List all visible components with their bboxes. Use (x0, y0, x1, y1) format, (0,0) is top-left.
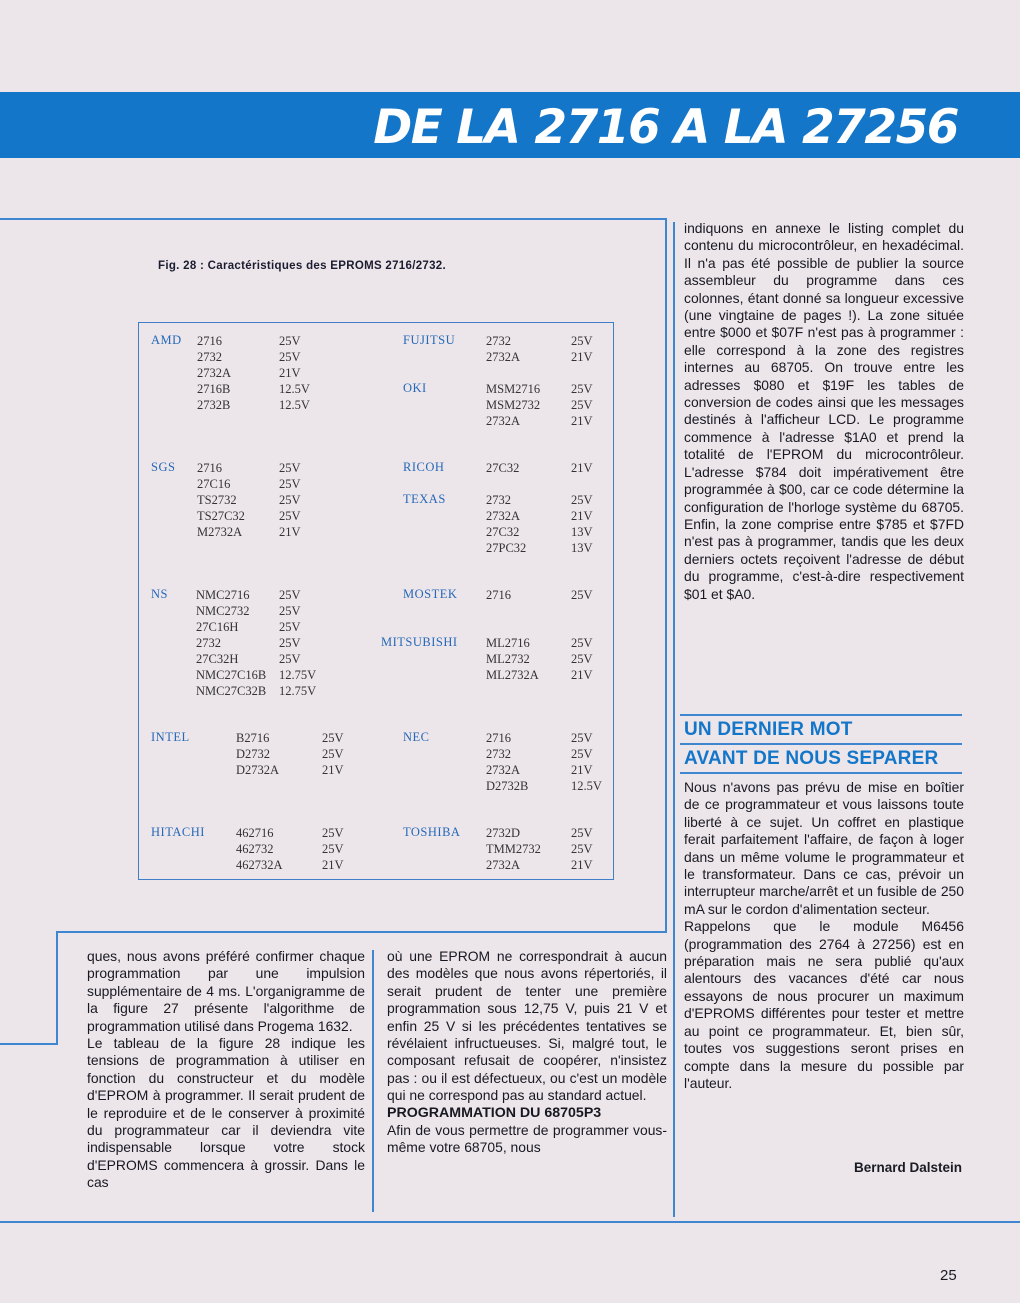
voltage-value: 12.75V (279, 668, 317, 682)
chip-model: 2716B (197, 382, 231, 396)
brand-label: AMD (151, 333, 182, 347)
voltage-value: 21V (571, 668, 593, 682)
brand-label: MITSUBISHI (381, 635, 458, 649)
brand-label: TOSHIBA (403, 825, 461, 839)
voltage-value: 25V (571, 334, 593, 348)
chip-model: ML2716 (486, 636, 530, 650)
voltage-value: 25V (279, 620, 301, 634)
voltage-value: 21V (279, 366, 301, 380)
chip-model: 2732 (486, 747, 511, 761)
chip-model: TS2732 (197, 493, 237, 507)
chip-model: D2732A (236, 763, 280, 777)
voltage-value: 21V (279, 525, 301, 539)
voltage-value: 13V (571, 525, 593, 539)
voltage-value: 25V (571, 398, 593, 412)
chip-model: NMC27C32B (196, 684, 267, 698)
subheading: PROGRAMMATION DU 68705P3 (387, 1104, 602, 1121)
page-title: DE LA 2716 A LA 27256 (373, 100, 958, 155)
brand-label: NS (151, 587, 168, 601)
brand-label: FUJITSU (403, 333, 456, 347)
chip-model: 2716 (486, 588, 511, 602)
voltage-value: 25V (571, 747, 593, 761)
voltage-value: 25V (279, 461, 301, 475)
voltage-value: 25V (279, 477, 301, 491)
chip-model: D2732B (486, 779, 529, 793)
voltage-value: 25V (571, 493, 593, 507)
divider-line (665, 218, 667, 932)
voltage-value: 25V (322, 842, 344, 856)
chip-model: 2732A (486, 763, 521, 777)
chip-model: 462732 (236, 842, 274, 856)
chip-model: 2732 (197, 350, 222, 364)
chip-model: ML2732A (486, 668, 539, 682)
chip-model: 2716 (197, 461, 222, 475)
divider-line (372, 950, 374, 1212)
voltage-value: 25V (571, 636, 593, 650)
voltage-value: 25V (279, 493, 301, 507)
voltage-value: 25V (279, 509, 301, 523)
paragraph: Nous n'avons pas prévu de mise en boîtier de ce programmateur et vous laissons toute liberté à ce sujet. Un coffret en plastique ferait parfaitement l'affaire, de façon à loger dans un même volume le programmateur et le transformateur. Dans ce cas, prévoir un interrupteur marche/arrêt et un fusible de 250 mA sur le cordon d'alimentation secteur. (684, 779, 964, 917)
brand-label: SGS (151, 460, 176, 474)
voltage-value: 25V (279, 334, 301, 348)
chip-model: 27C16H (196, 620, 239, 634)
voltage-value: 13V (571, 541, 593, 555)
voltage-value: 25V (279, 588, 301, 602)
voltage-value: 21V (322, 858, 344, 872)
divider-line (0, 1221, 1020, 1223)
divider-line (680, 714, 962, 716)
chip-model: NMC2732 (196, 604, 250, 618)
chip-model: D2732 (236, 747, 271, 761)
voltage-value: 21V (571, 509, 593, 523)
divider-line (673, 222, 675, 1217)
chip-model: 2716 (197, 334, 222, 348)
paragraph: indiquons en annexe le listing complet du contenu du microcontrôleur, en hexadécimal. Il n'a pas été possible de publier la source assembleur du programme dans ces colonnes, étant donné sa longueur excessive (une vingtaine de pages !). La zone située entre $000 et $07F n'est pas à programmer : elle correspond à la zone des registres internes au 68705. On trouve entre les adresses $080 et $19F les tables de conversion de codes ainsi que les messages destinés à l'afficheur LCD. Le programme commence à l'adresse $1A0 et prend la totalité de l'EPROM du microcontrôleur. L'adresse $784 doit impérativement être programmée à $00, car ce code détermine la configuration de l'horloge système du 68705. Enfin, la zone comprise entre $785 et $7FD n'est pas à programmer, tandis que les deux derniers octets reçoivent l'adresse de début du programme, c'est-à-dire respectivement $01 et $A0. (684, 220, 964, 602)
chip-model: NMC2716 (196, 588, 250, 602)
eprom-table (138, 322, 614, 880)
brand-label: RICOH (403, 460, 445, 474)
voltage-value: 25V (279, 652, 301, 666)
chip-model: MSM2732 (486, 398, 541, 412)
right-column-top (684, 220, 964, 603)
voltage-value: 25V (279, 636, 301, 650)
chip-model: 27C32H (196, 652, 239, 666)
chip-model: 2732A (486, 350, 521, 364)
chip-model: M2732A (197, 525, 243, 539)
voltage-value: 25V (322, 731, 344, 745)
chip-model: TS27C32 (197, 509, 245, 523)
voltage-value: 12.5V (279, 382, 310, 396)
chip-model: ML2732 (486, 652, 530, 666)
voltage-value: 25V (571, 826, 593, 840)
brand-label: HITACHI (151, 825, 205, 839)
voltage-value: 21V (571, 858, 593, 872)
voltage-value: 25V (279, 604, 301, 618)
voltage-value: 25V (322, 826, 344, 840)
voltage-value: 21V (571, 414, 593, 428)
divider-line (56, 931, 58, 1043)
figure-caption: Fig. 28 : Caractéristiques des EPROMS 2716/2732. (158, 260, 446, 272)
brand-label: TEXAS (403, 492, 446, 506)
divider-line (56, 931, 667, 933)
chip-model: 27C32 (486, 461, 520, 475)
author-signature: Bernard Dalstein (853, 1160, 962, 1175)
section-heading: AVANT DE NOUS SEPARER (684, 748, 939, 769)
brand-label: INTEL (151, 730, 190, 744)
chip-model: 2732A (486, 858, 521, 872)
voltage-value: 21V (322, 763, 344, 777)
page-number: 25 (940, 1267, 957, 1284)
paragraph: Afin de vous permettre de programmer vous-même votre 68705, nous (387, 1122, 667, 1156)
left-column (87, 948, 365, 1192)
paragraph: où une EPROM ne correspondrait à aucun des modèles que nous avons répertoriés, il serait prudent de tenter une première programmation sous 12,75 V, puis 21 V et enfin 25 V si les précédentes tentatives se révélaient infructueuses. Si, malgré tout, le composant refusait de coopérer, n'insistez pas : ou il est défectueux, ou c'est un modèle qui ne correspond pas au standard actuel. (387, 948, 667, 1104)
chip-model: 2732A (486, 414, 521, 428)
voltage-value: 21V (571, 763, 593, 777)
chip-model: 27PC32 (486, 541, 527, 555)
chip-model: 2732A (486, 509, 521, 523)
voltage-value: 12.75V (279, 684, 317, 698)
divider-line (0, 1043, 58, 1045)
voltage-value: 21V (571, 461, 593, 475)
section-heading: UN DERNIER MOT (684, 719, 853, 740)
chip-model: 2732 (486, 334, 511, 348)
chip-model: B2716 (236, 731, 270, 745)
brand-label: NEC (403, 730, 430, 744)
voltage-value: 25V (571, 588, 593, 602)
voltage-value: 25V (279, 350, 301, 364)
divider-line (680, 772, 962, 774)
voltage-value: 21V (571, 350, 593, 364)
paragraph: Rappelons que le module M6456 (programmation des 2764 à 27256) est en préparation mais ne sera publié qu'aux alentours des vacances d'été car nous essayons de nous procurer un maximum d'EPROMS différentes pour tester et mettre au point ce programmateur. Et, bien sûr, toutes vos suggestions seront prises en compte dans la mesure du possible par l'auteur. (684, 918, 964, 1091)
middle-column (387, 948, 667, 1157)
chip-model: 27C32 (486, 525, 520, 539)
voltage-value: 25V (322, 747, 344, 761)
voltage-value: 12.5V (279, 398, 310, 412)
chip-model: 462716 (236, 826, 274, 840)
voltage-value: 25V (571, 842, 593, 856)
divider-line (680, 743, 962, 745)
chip-model: 2732A (197, 366, 232, 380)
chip-model: 2732B (197, 398, 231, 412)
chip-model: 2732D (486, 826, 521, 840)
chip-model: MSM2716 (486, 382, 541, 396)
chip-model: TMM2732 (486, 842, 541, 856)
paragraph: ques, nous avons préféré confirmer chaque programmation par une impulsion supplémentaire de 4 ms. L'organigramme de la figure 27 présente l'algorithme de programmation utilisé dans Progema 1632. (87, 948, 365, 1034)
chip-model: 2732 (196, 636, 221, 650)
chip-model: 27C16 (197, 477, 231, 491)
voltage-value: 25V (571, 382, 593, 396)
chip-model: 2716 (486, 731, 511, 745)
chip-model: NMC27C16B (196, 668, 267, 682)
voltage-value: 25V (571, 731, 593, 745)
divider-line (0, 218, 666, 220)
brand-label: MOSTEK (403, 587, 458, 601)
voltage-value: 12.5V (571, 779, 602, 793)
paragraph: Le tableau de la figure 28 indique les tensions de programmation à utiliser en fonction du constructeur et du modèle d'EPROM à programmer. Il serait prudent de le reproduire et de le conserver à proximité du programmateur car il deviendra vite indispensable lorsque votre stock d'EPROMS commencera à grossir. Dans le cas (87, 1035, 365, 1191)
voltage-value: 25V (571, 652, 593, 666)
right-column-bottom (684, 779, 964, 1092)
brand-label: OKI (403, 381, 427, 395)
chip-model: 2732 (486, 493, 511, 507)
chip-model: 462732A (236, 858, 283, 872)
